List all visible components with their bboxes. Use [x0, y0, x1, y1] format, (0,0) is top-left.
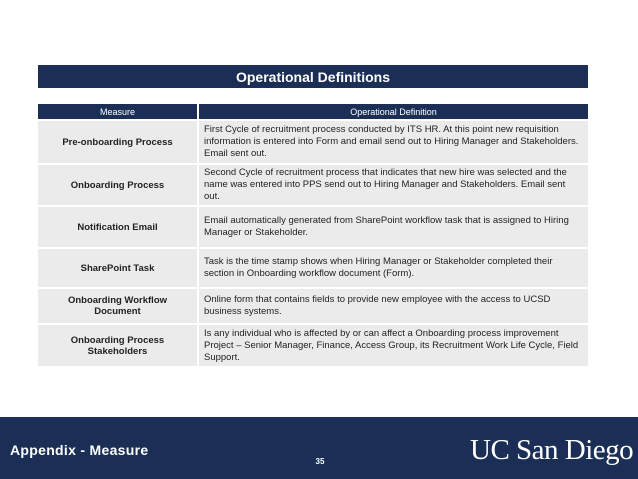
table-row: [38, 206, 588, 248]
table-row: [38, 324, 588, 366]
measure-cell: Notification Email: [38, 206, 198, 248]
measure-cell: Onboarding Workflow Document: [38, 288, 198, 324]
section-title: Appendix - Measure: [10, 442, 149, 458]
uc-san-diego-logo: UC San Diego: [470, 434, 634, 466]
slide-title: Operational Definitions: [38, 65, 588, 88]
definition-cell: Online form that contains fields to provide new employee with the access to UCSD business systems.: [198, 288, 588, 324]
header-operational-definition: Operational Definition: [198, 104, 588, 120]
header-measure: Measure: [38, 104, 198, 120]
table-row: [38, 120, 588, 164]
definition-cell: Second Cycle of recruitment process that indicates that new hire was selected and the name was entered into PPS send out to Hiring Manager and Stakeholders. Email sent out.: [198, 164, 588, 206]
measure-cell: Pre-onboarding Process: [38, 120, 198, 164]
measure-cell: Onboarding Process Stakeholders: [38, 324, 198, 366]
table-row: [38, 164, 588, 206]
definitions-table: [38, 104, 588, 366]
definition-cell: First Cycle of recruitment process conducted by ITS HR. At this point new requisition information is entered into Form and email send out to Hiring Manager and Stakeholders. Email sent out.: [198, 120, 588, 164]
footer-bar: [0, 417, 638, 479]
table-header-row: [38, 104, 588, 120]
definition-cell: Is any individual who is affected by or can affect a Onboarding process improvement Project – Senior Manager, Finance, Access Group, its Recruitment Work Life Cycle, Field Support.: [198, 324, 588, 366]
measure-cell: Onboarding Process: [38, 164, 198, 206]
definition-cell: Email automatically generated from SharePoint workflow task that is assigned to Hiring Manager or Stakeholder.: [198, 206, 588, 248]
table-row: [38, 248, 588, 288]
page-number: 35: [315, 457, 325, 466]
measure-cell: SharePoint Task: [38, 248, 198, 288]
table-row: [38, 288, 588, 324]
definition-cell: Task is the time stamp shows when Hiring Manager or Stakeholder completed their section in Onboarding workflow document (Form).: [198, 248, 588, 288]
